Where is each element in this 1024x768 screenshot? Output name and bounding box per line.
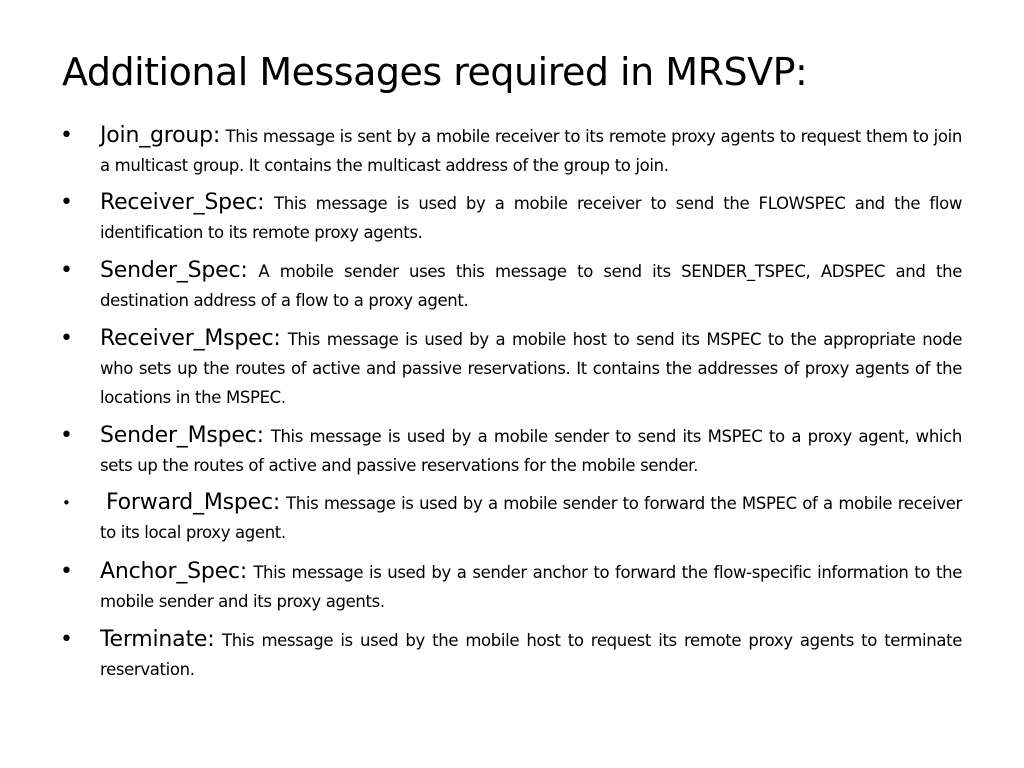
- term-forward-mspec: Forward_Mspec:: [106, 490, 281, 515]
- bullet-icon: •: [60, 559, 73, 584]
- list-item-text: [100, 421, 962, 480]
- bullet-icon: •: [60, 627, 73, 652]
- bullet-icon: •: [60, 326, 73, 351]
- term-anchor-spec: Anchor_Spec:: [100, 559, 248, 584]
- list-item-text: [100, 324, 962, 412]
- list-item-text: [100, 256, 962, 315]
- desc-terminate: This message is used by the mobile host to request its remote proxy agents to terminate reservation.: [100, 631, 962, 679]
- term-sender-spec: Sender_Spec:: [100, 258, 248, 283]
- term-receiver-mspec: Receiver_Mspec:: [100, 326, 281, 351]
- list-item-text: [100, 121, 962, 180]
- desc-anchor-spec: This message is used by a sender anchor to forward the flow-specific information to the mobile sender and its proxy agents.: [100, 563, 962, 611]
- term-receiver-spec: Receiver_Spec:: [100, 190, 265, 215]
- slide-title: Additional Messages required in MRSVP:: [62, 50, 808, 94]
- list-item-text: [100, 557, 962, 616]
- desc-forward-mspec: This message is used by a mobile sender to forward the MSPEC of a mobile receiver to its local proxy agent.: [100, 494, 962, 542]
- bullet-icon: •: [62, 494, 71, 512]
- desc-receiver-mspec: This message is used by a mobile host to send its MSPEC to the appropriate node who sets up the routes of active and passive reservations. It contains the addresses of proxy agents of the locations in the MSPEC.: [100, 330, 962, 407]
- term-sender-mspec: Sender_Mspec:: [100, 423, 264, 448]
- bullet-icon: •: [60, 423, 73, 448]
- term-terminate: Terminate:: [100, 627, 215, 652]
- list-item-text: [100, 488, 962, 547]
- term-join-group: Join_group:: [100, 123, 221, 148]
- desc-receiver-spec: This message is used by a mobile receiver to send the FLOWSPEC and the flow identification to its remote proxy agents.: [100, 194, 962, 242]
- bullet-icon: •: [60, 258, 73, 283]
- list-item-text: [100, 625, 962, 684]
- bullet-icon: •: [60, 190, 73, 215]
- list-item-text: [100, 188, 962, 247]
- bullet-icon: •: [60, 123, 73, 148]
- desc-join-group: This message is sent by a mobile receiver to its remote proxy agents to request them to join a multicast group. It contains the multicast address of the group to join.: [100, 127, 962, 175]
- desc-sender-mspec: This message is used by a mobile sender to send its MSPEC to a proxy agent, which sets up the routes of active and passive reservations for the mobile sender.: [100, 427, 962, 475]
- desc-sender-spec: A mobile sender uses this message to send its SENDER_TSPEC, ADSPEC and the destination address of a flow to a proxy agent.: [100, 262, 963, 310]
